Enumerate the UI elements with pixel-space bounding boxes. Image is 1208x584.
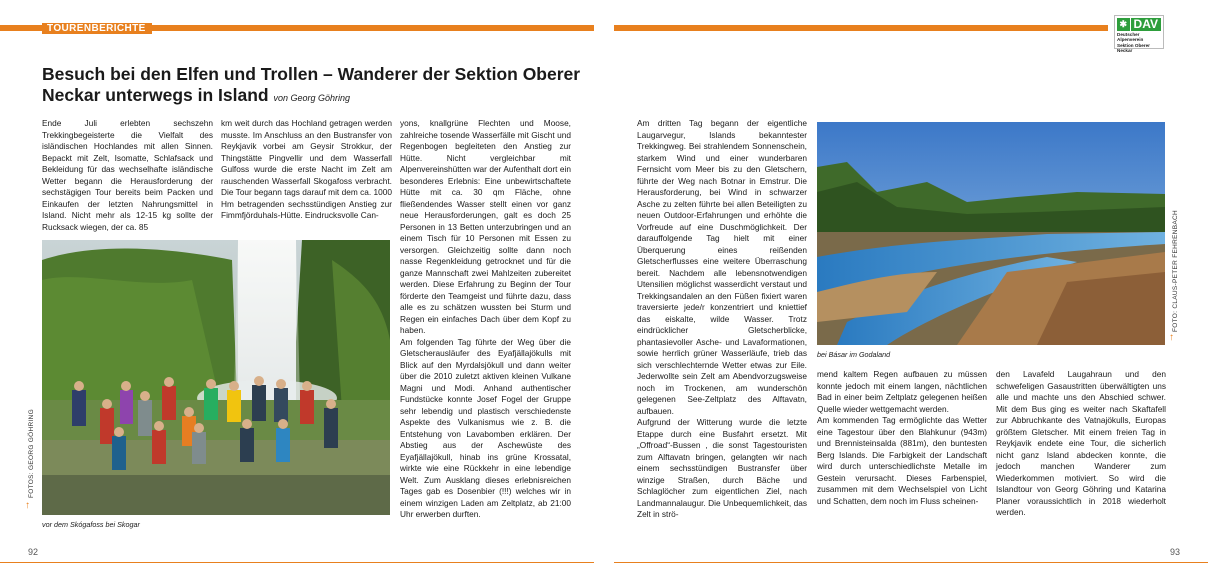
section-label: TOURENBERICHTE (42, 23, 152, 34)
logo-line-1: Deutscher Alpenverein (1117, 32, 1144, 43)
right-col-2 (817, 369, 987, 507)
right-credit-arrow-icon: ↑ (1169, 332, 1174, 343)
edelweiss-icon: ✱ (1117, 18, 1130, 31)
right-col-2-text-b: Am kommenden Tag ermöglichte das Wetter eine Tagestour über den Blahkunur (943m) und Brennisteinsalda (881m), den buntesten Berg Islands. Die Farbigkeit der Landschaft wird durch unterschiedlichste Metalle im Gestein verursacht. Dieses Farbenspiel, zusammen mit dem Wechselspiel von Licht und Schatten, dem noch im Fluss scheinen- (817, 415, 987, 506)
left-col-3 (400, 118, 571, 521)
page-number-left: 92 (28, 547, 39, 557)
footer-line-left (0, 562, 594, 563)
article-title (42, 64, 582, 109)
waterfall-photo-illustration (42, 240, 390, 515)
right-photo-credit: FOTO: CLAUS-PETER FEHRENBACH (1172, 209, 1179, 332)
left-photo-credit: FOTOS: GEORG GÖHRING (28, 409, 35, 498)
author: von Georg Göhring (273, 93, 351, 103)
header-bar-right (614, 25, 1108, 31)
right-col-1 (637, 118, 807, 521)
left-col-2-text: km weit durch das Hochland getragen werden musste. Im Anschluss an den Bustransfer von Reykjavik vorbei am Geysir Strokkur, der Thingstätte Pingvellir und dem Wasserfall Gulfoss wurde die erste Nacht im Zelt am rauschenden Wasserfall Skogafoss verbracht. Die Tour begann tags darauf mit dem ca. 1000 Hm betragenden sechsstündigen Anstieg zur Fimmfjörduhals-Hütte. Eindrucksvolle Can- (221, 118, 392, 220)
left-col-1-text: Ende Juli erlebten sechszehn Trekkingbegeisterte die Vielfalt des isländischen Hochlandes mit allen Sinnen. Bepackt mit Zelt, Isomatte, Schlafsack und Bekleidung für das wechselhafte isländische Wetter begann die Herausforderung der sechstägigen Tour bereits beim Packen und Einkaufen der letzten Nahrungsmittel in Island. Nicht mehr als 12-15 kg sollte der Rucksack wiegen, der ca. 85 (42, 118, 213, 232)
footer-line-right (614, 562, 1208, 563)
right-photo-caption: bei Básar im Godaland (817, 350, 891, 359)
right-col-3-text: den Lavafeld Laugahraun und den schwefeligen Gasaustritten überwältigten uns alle und machte uns den Abschied schwer. Mit dem Bus ging es weiter nach Skaftafell zur Abbruchkante des Vatnajökulls, Europas größtem Gletscher. Mit einem freien Tag in Reykjavik endete eine Tour, die sicherlich nicht ganz Island abdecken konnte, die jedoch manchen Wanderer zum Wiederkommen motiviert. So wird die Islandtour von Georg Göhring und Katarina Planer voraussichtlich in 2018 wiederholt werden. (996, 369, 1166, 517)
page-number-right: 93 (1170, 547, 1181, 557)
left-col-2 (221, 118, 392, 222)
right-col-2-text: mend kaltem Regen aufbauen zu müssen konnte jedoch mit einem langen, nächtlichen Bad in einer beim Zeltplatz gelegenen heißen Quelle wieder wettgemacht werden. (817, 369, 987, 414)
right-col-1-text-b: Aufgrund der Witterung wurde die letzte Etappe durch eine Busfahrt ersetzt. Mit „Offroad“-Bussen , die sonst Tagestouristen zum Alftavatn bringen, gelangten wir nach einem sechsstündigen Bustransfer über winzige Straßen, durch Bäche und Schlaglöcher zum eigentlichen Ziel, nach Landmannalaugur. Die Unbequemlichkeit, das Zelt in strö- (637, 417, 807, 519)
river-photo-illustration (817, 122, 1165, 345)
logo-name: DAV (1131, 18, 1161, 31)
title-text: Besuch bei den Elfen und Trollen – Wanderer der Sektion Oberer Neckar unterwegs in Island (42, 64, 581, 105)
left-col-1 (42, 118, 213, 233)
right-col-3 (996, 369, 1166, 519)
left-credit-arrow-icon: ↑ (25, 500, 30, 511)
left-col-3-text-b: Am folgenden Tag führte der Weg über die Gletscherausläufer des Eyafjällajökulls mit Blick auf den Myrdalsjökull und dann weiter über die 2010 zuletzt aktiven kleinen Vulkane Magni und Modi. Anhand authentischer Fundstücke konnte Josef Fogel der Gruppe sehr lebendig und plastisch verschiedenste Aspekte des Vulkanismus wie z. B. die Entstehung von Lavabomben erklären. Der Abstieg aus der Aschewüste des Eyafjällajökull, hinab ins grüne Krossatal, wirkte wie eine Rückkehr in eine lebendige Welt. Zum Ausklang dieses erlebnisreichen Tages gab es Dosenbier (!!!) welches wir in einem winzigen Laden am Zeltplatz, ab 21:00 Uhr erwerben durften. (400, 336, 571, 519)
left-col-3-text: yons, knallgrüne Flechten und Moose, zahlreiche tosende Wasserfälle mit Gischt und Regenbogen begleiteten den Anstieg zur Hütte. Nicht vergleichbar mit Alpenvereinshütten war der Aufenthalt dort ein besonderes Erlebnis: Eine unbewirtschaftete Hütte mit ca. 30 qm Fläche, ohne fließendendes Wasser stellt einen vor ganz neue Herausforderungen, galt es doch 25 Personen in 13 Betten unterzubringen und an einem Tisch für 10 Personen mit Essen zu versorgen. Gleichzeitig sollte dann noch nasse Regenkleidung getrocknet und für die ganze Mannschaft zwei Mahlzeiten zubereitet werden. Diese Erfahrung zu Beginn der Tour förderte den Teamgeist und führte dazu, dass alle es zu schätzen wussten bei Sturm und Regen ein einfaches Dach über dem Kopf zu haben. (400, 118, 571, 335)
left-photo-caption: vor dem Skógafoss bei Skogar (42, 520, 140, 529)
photo-waterfall-group (42, 240, 390, 515)
logo-line-2: Sektion Oberer Neckar (1117, 42, 1150, 54)
photo-basar-river (817, 122, 1165, 345)
dav-logo (1114, 15, 1164, 54)
right-col-1-text: Am dritten Tag begann der eigentliche Laugarvegur, Islands bekanntester Trekkingweg. Bei strahlendem Sonnenschein, starkem Wind und einer wunderbaren Fernsicht vom Meer bis zu den Gletschern, führte der Weg nach Botnar in Emstrur. Die Herausforderung, bei Wind in schwarzer Asche zu zelten führte bei allen Beteiligten zu neuen Outdoor-Erfahrungen und erhöhte die Vorfreude auf eine Duschmöglichkeit. Der darauffolgende Tag hielt mit einer Überquerung eines reißenden Gletscherflusses eine weitere Überraschung bereit. Nachdem alle lebensnotwendigen Utensilien möglichst wasserdicht verstaut und Trekkingsandalen an den Füßen fixiert waren traversierte jede/r konzentriert und kniettief das eiskalte, wilde Wasser. Trotz eindrücklicher Gletscherblicke, phantasievoller Asche- und Lavaformationen, sowie herrlich grüner Wasserläufe, trieb das sich verschlechternde Wetter etwas zur Eile. Jederwollte sein Zelt am Abendvorzugsweise noch im Trockenen, am wunderschön gelegenen See-Zeltplatz des Alftavatn, aufbauen. (637, 118, 807, 416)
